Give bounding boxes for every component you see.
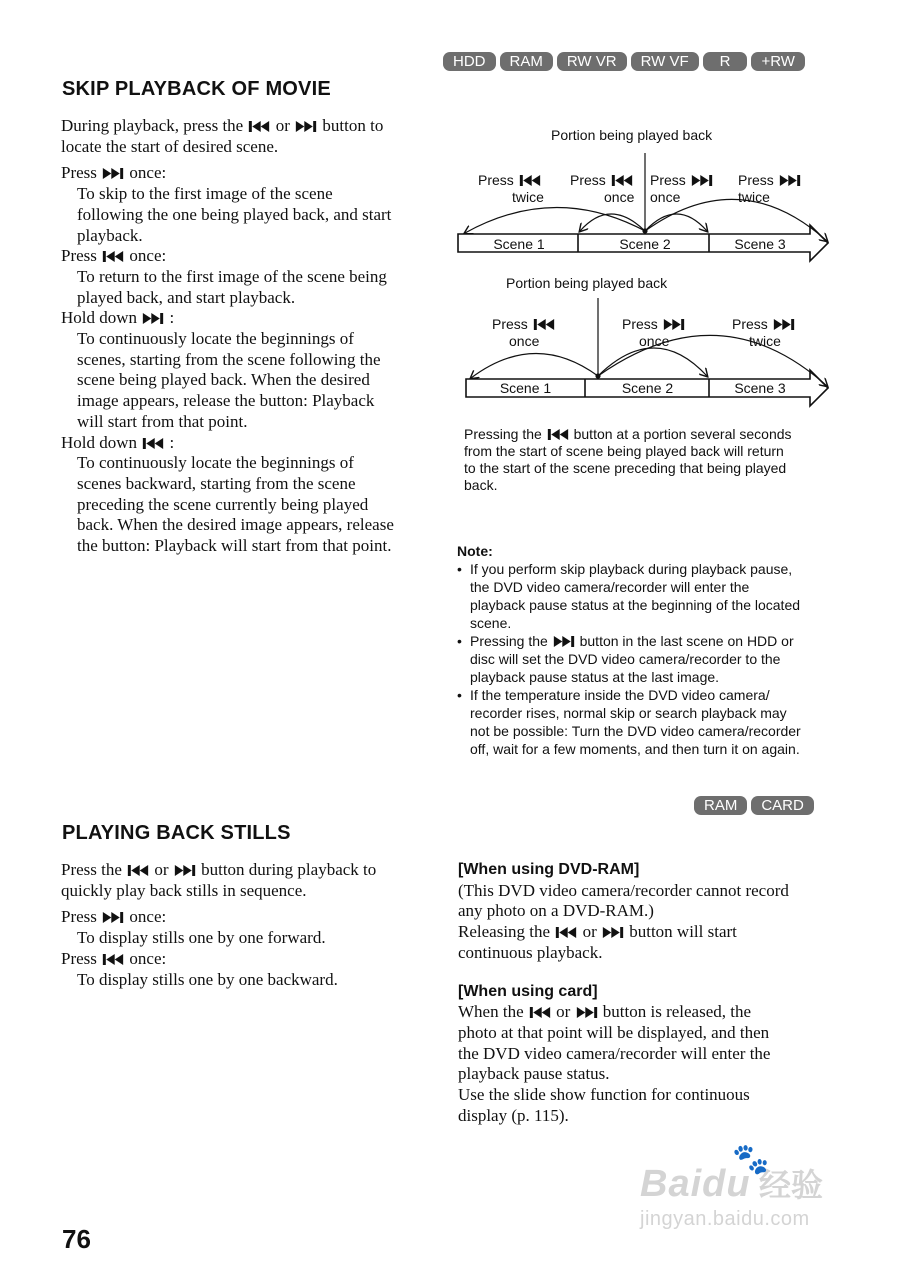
next-icon [294, 121, 318, 132]
next-icon [601, 927, 625, 938]
previous-icon [101, 954, 125, 965]
d2-scene-1: Scene 1 [499, 380, 552, 396]
previous-icon [528, 1007, 552, 1018]
note-item-1: • If you perform skip playback during playback pause, the DVD video camera/recorder will enter the playback pause status at the beginning of the located scene. [457, 560, 837, 632]
stills-intro: Press the or button during playback to quickly play back stills in sequence. [61, 860, 377, 900]
badge-plus-rw: +RW [751, 52, 804, 71]
badge-rw-vf: RW VF [631, 52, 699, 71]
d2-label-prev-once: Press once [492, 316, 562, 350]
card-heading: [When using card] [458, 982, 598, 1000]
card-text: When the or button is released, the photo at that point will be displayed, and then the DVD video camera/recorder will enter the playback pause status. Use the slide show function for continuous display (p. 115). [458, 1002, 771, 1125]
page-number: 76 [62, 1224, 91, 1254]
next-icon [173, 865, 197, 876]
dvdram-text: (This DVD video camera/recorder cannot record any photo on a DVD-RAM.) Releasing the or button will start continuous playback. [458, 880, 789, 962]
dvdram-heading: [When using DVD-RAM] [458, 861, 640, 878]
next-icon [141, 313, 165, 324]
hold-prev: Hold down : [61, 432, 175, 452]
next-icon [101, 168, 125, 179]
previous-icon [546, 429, 570, 440]
skip-body [61, 116, 436, 557]
note-item-3: • If the temperature inside the DVD video camera/ recorder rises, normal skip or search playback may not be possible: Turn the DVD video camera/recorder off, wait for a few moments, and then turn it on again. [457, 686, 837, 758]
portion-label-1: Portion being played back [551, 127, 713, 143]
skip-section-title: SKIP PLAYBACK OF MOVIE [62, 78, 331, 100]
note-item-2: • Pressing the button in the last scene on HDD or disc will set the DVD video camera/recorder to the playback pause status at the last image. [457, 632, 837, 686]
d2-scene-3: Scene 3 [734, 380, 786, 396]
next-icon [575, 1007, 599, 1018]
stills-press-prev: Press once: [61, 948, 167, 968]
stills-right-column [458, 860, 838, 1126]
badge-rw-vr: RW VR [557, 52, 627, 71]
badge-ram: RAM [694, 796, 747, 815]
note-heading: Note: [457, 543, 493, 559]
paw-icon: 🐾 [732, 1143, 770, 1176]
stills-prev-desc: To display stills one by one backward. [77, 969, 338, 989]
hold-next: Hold down : [61, 308, 175, 328]
hold-next-desc: To continuously locate the beginnings of scenes, starting from the scene following the scene being played back. When the desired image appears, release the button: Playback will start from that point. [77, 329, 381, 431]
press-prev-desc: To return to the first image of the scene being played back, and start playback. [77, 266, 387, 307]
stills-press-next: Press once: [61, 907, 167, 927]
previous-icon [554, 927, 578, 938]
d1-scene-2: Scene 2 [619, 236, 671, 252]
d1-label-prev-twice: Press twice [478, 172, 544, 205]
d2-label-next-twice: Press twice [732, 316, 802, 350]
baidu-watermark: 🐾 Baidu 经验 jingyan.baidu.com [640, 1143, 824, 1230]
d1-label-next-once: Press once [650, 172, 720, 206]
press-prev-once: Press once: [61, 246, 167, 266]
d1-label-prev-once: Press once [570, 172, 635, 205]
stills-body [61, 860, 436, 990]
next-icon [552, 636, 576, 647]
d1-label-next-twice: Press twice [738, 172, 808, 206]
previous-icon [101, 251, 125, 262]
badge-r: R [703, 52, 748, 71]
portion-label-2: Portion being played back [506, 275, 668, 291]
hold-prev-desc: To continuously locate the beginnings of scenes backward, starting from the scene preceding the scene currently being played back. When the desired image appears, release the button: Playback will start from that point. [77, 453, 394, 556]
diagram-caption: Pressing the button at a portion several seconds from the start of scene being played back will return to the start of the scene preceding that being played back. [464, 426, 792, 493]
previous-icon [141, 438, 165, 449]
previous-icon [126, 865, 150, 876]
previous-icon [247, 121, 271, 132]
d2-label-next-once: Press once [622, 316, 692, 350]
stills-section-title: PLAYING BACK STILLS [62, 822, 291, 844]
badge-hdd: HDD [443, 52, 496, 71]
badge-card: CARD [751, 796, 814, 815]
press-next-once: Press once: [61, 163, 167, 183]
format-badges-top [443, 52, 805, 71]
skip-intro: During playback, press the or button to locate the start of desired scene. [61, 116, 384, 156]
stills-next-desc: To display stills one by one forward. [77, 928, 326, 948]
note-block [457, 542, 837, 758]
press-next-desc: To skip to the first image of the scene following the one being played back, and start playback. [77, 184, 392, 245]
badge-ram: RAM [500, 52, 553, 71]
d2-scene-2: Scene 2 [621, 380, 674, 396]
next-icon [101, 912, 125, 923]
format-badges-stills [694, 796, 814, 815]
d1-scene-3: Scene 3 [734, 236, 786, 252]
d1-scene-1: Scene 1 [493, 236, 545, 252]
